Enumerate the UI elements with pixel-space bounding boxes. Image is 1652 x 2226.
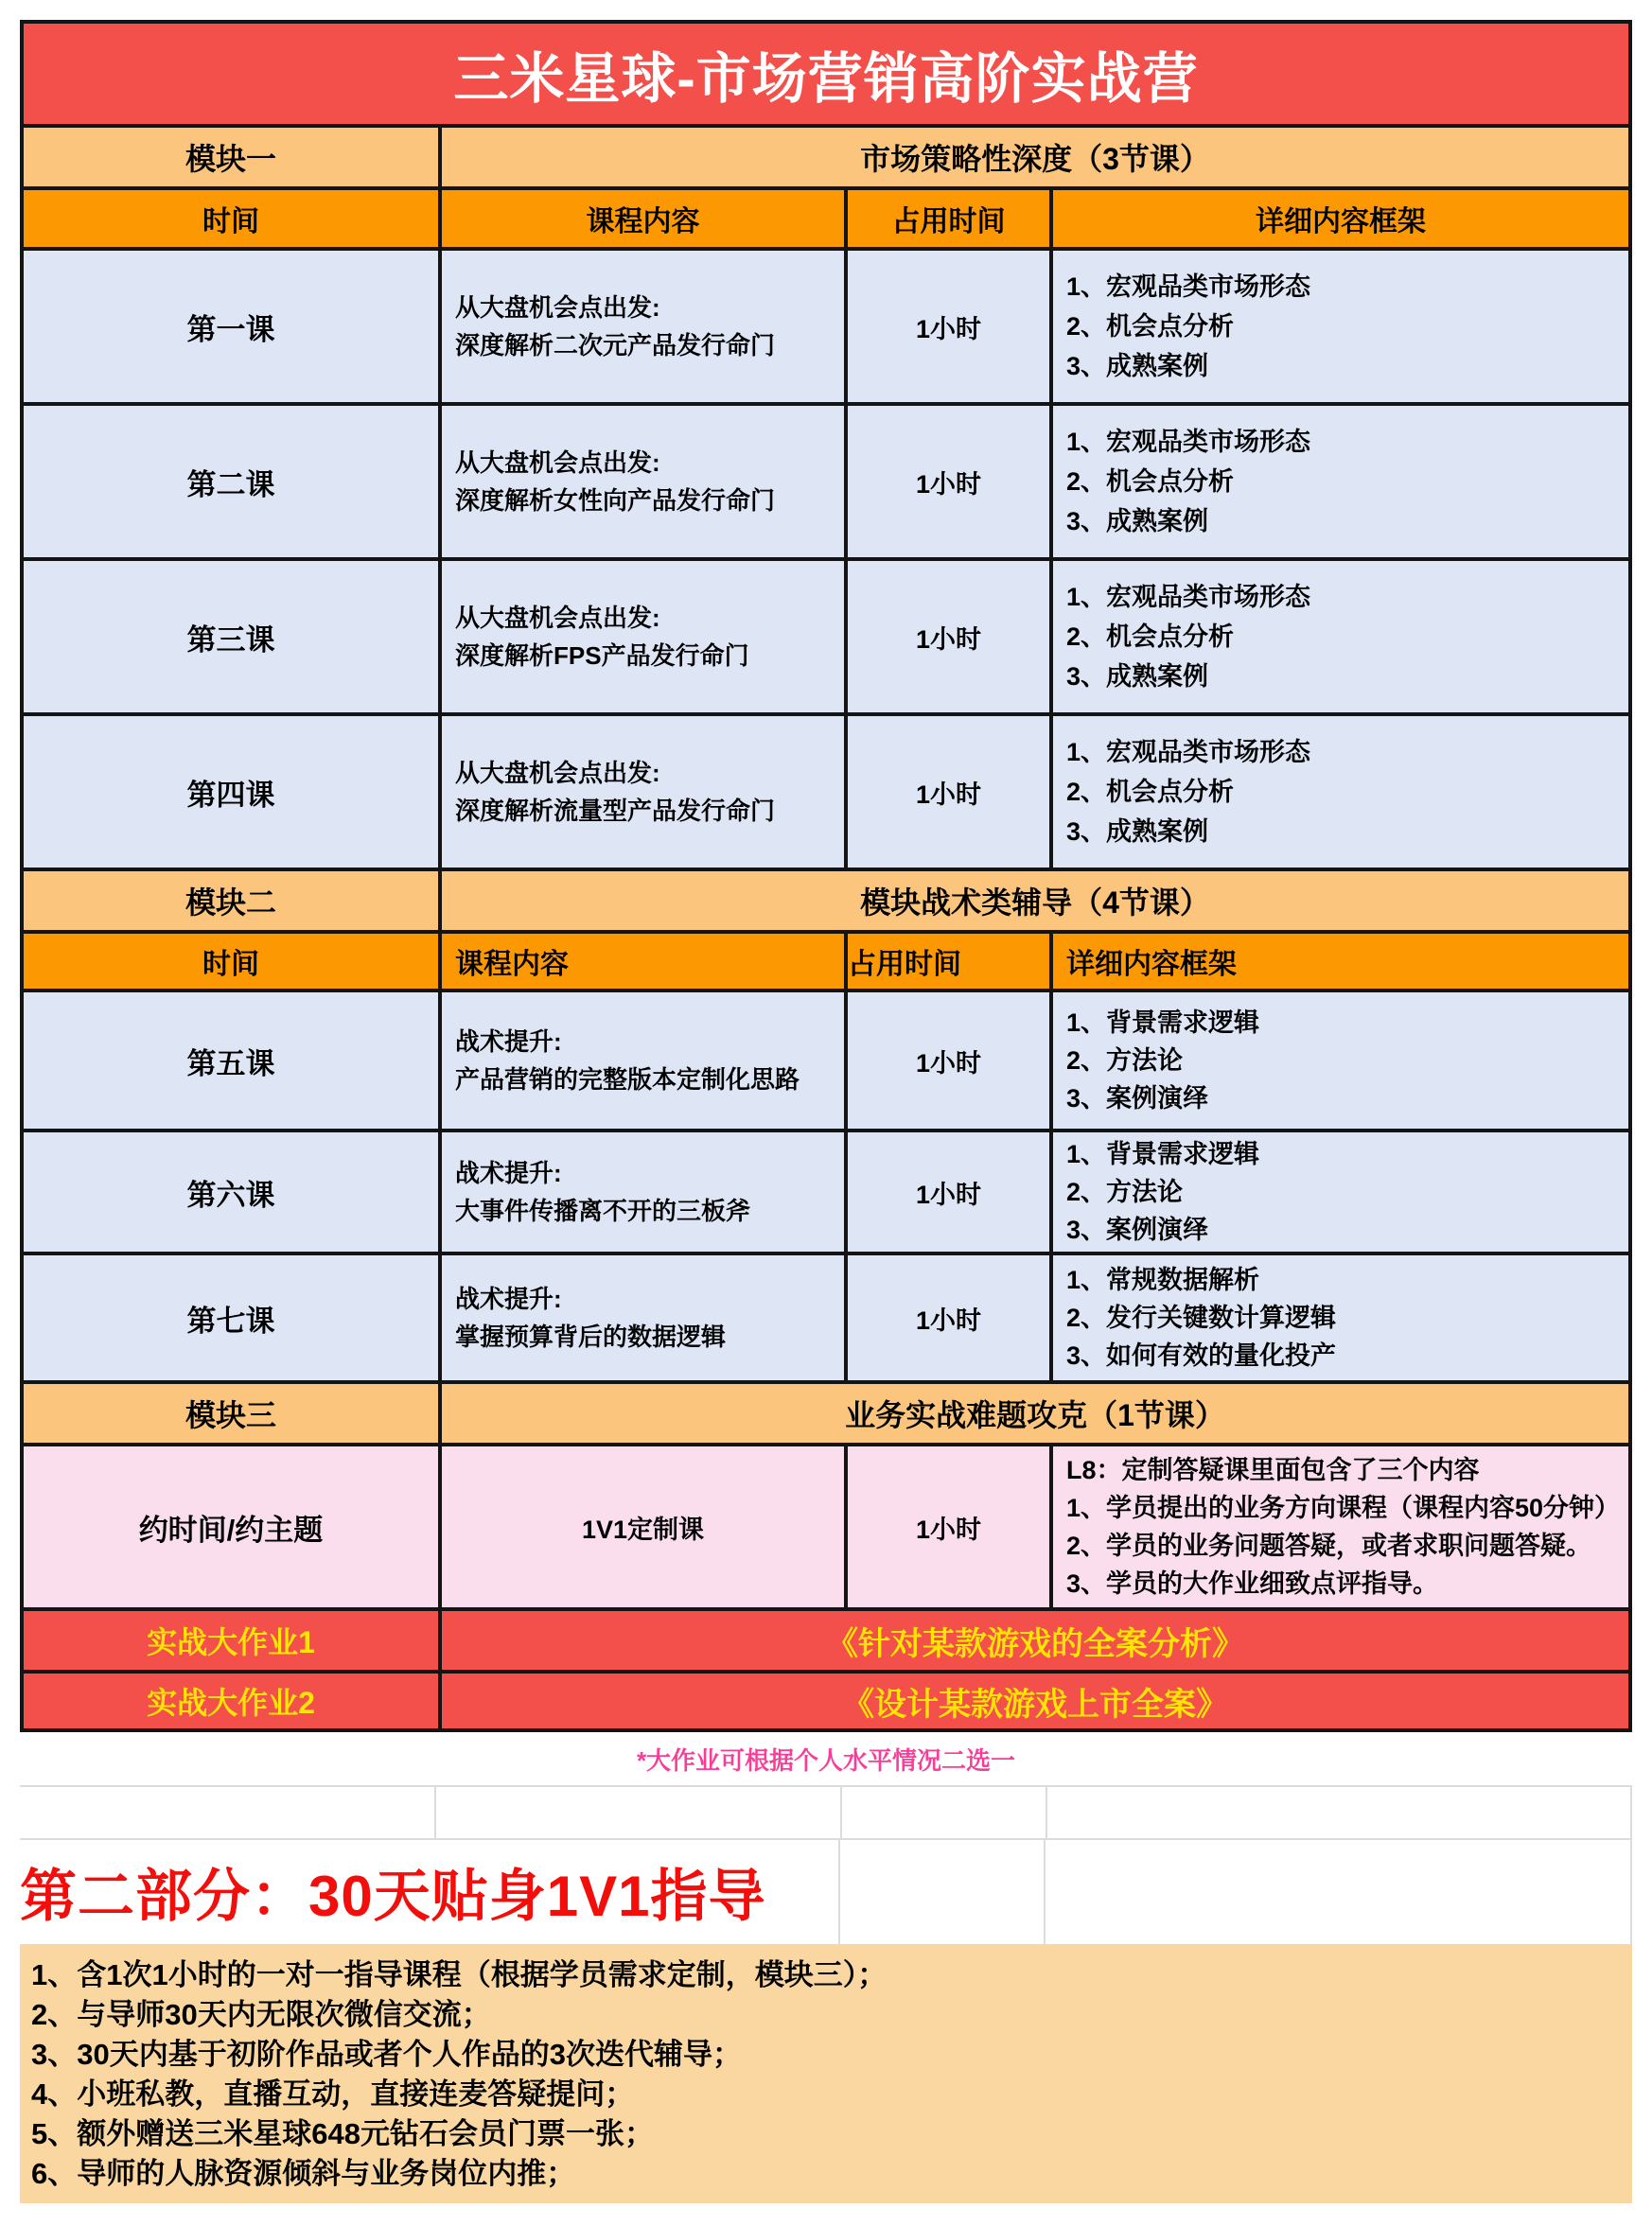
lesson-details: 1、宏观品类市场形态 2、机会点分析 3、成熟案例 <box>1049 561 1628 712</box>
lesson-content: 从大盘机会点出发: 深度解析流量型产品发行命门 <box>438 716 844 868</box>
lesson-duration: 1小时 <box>844 1255 1049 1380</box>
lesson-duration: 1小时 <box>844 561 1049 712</box>
table-row-lesson7 <box>24 1252 1628 1380</box>
lesson-name: 第四课 <box>186 778 275 812</box>
lesson-name: 第一课 <box>186 312 275 346</box>
col-header-time: 时间 <box>202 206 259 237</box>
lesson-duration: 1小时 <box>844 251 1049 402</box>
custom-session-details: L8：定制答疑课里面包含了三个内容 1、学员提出的业务方向课程（课程内容50分钟） 2、学员的业务问题答疑，或者求职问题答疑。 3、学员的大作业细致点评指导。 <box>1049 1446 1628 1607</box>
lesson-details: 1、常规数据解析 2、发行关键数计算逻辑 3、如何有效的量化投产 <box>1049 1255 1628 1380</box>
lesson-duration: 1小时 <box>844 716 1049 868</box>
page-title: 三米星球-市场营销高阶实战营 <box>453 48 1199 110</box>
module2-desc: 模块战术类辅导（4节课） <box>438 871 1628 930</box>
empty-grid-row <box>20 1787 1632 1840</box>
module2-label: 模块二 <box>185 885 276 920</box>
lesson-details: 1、宏观品类市场形态 2、机会点分析 3、成熟案例 <box>1049 716 1628 868</box>
lesson-duration: 1小时 <box>844 1132 1049 1252</box>
lesson-name: 第六课 <box>186 1178 275 1212</box>
lesson-details: 1、宏观品类市场形态 2、机会点分析 3、成熟案例 <box>1049 251 1628 402</box>
part2-benefits-box <box>20 1944 1632 2203</box>
lesson-content: 战术提升: 掌握预算背后的数据逻辑 <box>438 1255 844 1380</box>
benefit-item: 3、30天内基于初阶作品或者个人作品的3次迭代辅导； <box>31 2038 742 2071</box>
benefit-item: 4、小班私教，直播互动，直接连麦答疑提问； <box>31 2077 635 2111</box>
col-header-framework: 详细内容框架 <box>1049 190 1628 247</box>
lesson-name: 第三课 <box>186 622 275 657</box>
lesson-name: 第五课 <box>186 1046 275 1080</box>
module1-desc: 市场策略性深度（3节课） <box>438 128 1628 186</box>
table-row-lesson2 <box>24 402 1628 557</box>
assignment1-row <box>24 1607 1628 1670</box>
benefit-item: 2、与导师30天内无限次微信交流； <box>31 1998 491 2031</box>
col-header-duration: 占用时间 <box>844 190 1049 247</box>
lesson-content: 战术提升: 产品营销的完整版本定制化思路 <box>438 992 844 1129</box>
table-row-lesson3 <box>24 557 1628 712</box>
lesson-content: 战术提升: 大事件传播离不开的三板斧 <box>438 1132 844 1252</box>
col-header-content: 课程内容 <box>438 934 844 989</box>
header-row-1 <box>24 186 1628 247</box>
benefit-item: 6、导师的人脉资源倾斜与业务岗位内推； <box>31 2157 576 2190</box>
custom-session-duration: 1小时 <box>844 1446 1049 1607</box>
custom-session-name: 约时间/约主题 <box>138 1513 324 1547</box>
note-row <box>20 1732 1632 1787</box>
module3-desc: 业务实战难题攻克（1节课） <box>438 1384 1628 1443</box>
custom-session-content: 1V1定制课 <box>438 1446 844 1607</box>
assignment1-label: 实战大作业1 <box>147 1625 315 1659</box>
table-row-lesson6 <box>24 1129 1628 1252</box>
assignment-note: *大作业可根据个人水平情况二选一 <box>636 1745 1016 1775</box>
part2-heading-row <box>20 1840 1632 1944</box>
lesson-content: 从大盘机会点出发: 深度解析二次元产品发行命门 <box>438 251 844 402</box>
assignment1-title: 《针对某款游戏的全案分析》 <box>438 1611 1628 1670</box>
lesson-details: 1、背景需求逻辑 2、方法论 3、案例演绎 <box>1049 1132 1628 1252</box>
col-header-content: 课程内容 <box>438 190 844 247</box>
title-row <box>24 24 1628 124</box>
gridline <box>1044 1840 1046 1944</box>
lesson-duration: 1小时 <box>844 992 1049 1129</box>
module3-label: 模块三 <box>185 1398 276 1432</box>
col-header-time: 时间 <box>202 949 259 980</box>
assignment2-row <box>24 1670 1628 1728</box>
course-sheet <box>20 20 1632 2203</box>
lesson-details: 1、宏观品类市场形态 2、机会点分析 3、成熟案例 <box>1049 406 1628 557</box>
benefit-item: 5、额外赠送三米星球648元钻石会员门票一张； <box>31 2117 654 2150</box>
module2-row <box>24 868 1628 930</box>
module1-row <box>24 124 1628 186</box>
assignment2-label: 实战大作业2 <box>147 1686 315 1720</box>
assignment2-title: 《设计某款游戏上市全案》 <box>438 1674 1628 1728</box>
lesson-content: 从大盘机会点出发: 深度解析女性向产品发行命门 <box>438 406 844 557</box>
module3-row <box>24 1380 1628 1443</box>
course-table <box>20 20 1632 1732</box>
lesson-details: 1、背景需求逻辑 2、方法论 3、案例演绎 <box>1049 992 1628 1129</box>
lesson-duration: 1小时 <box>844 406 1049 557</box>
gridline <box>838 1840 840 1944</box>
col-header-duration: 占用时间 <box>844 934 1049 989</box>
benefit-item: 1、含1次1小时的一对一指导课程（根据学员需求定制，模块三）； <box>31 1958 888 1991</box>
header-row-2 <box>24 930 1628 989</box>
lesson-content: 从大盘机会点出发: 深度解析FPS产品发行命门 <box>438 561 844 712</box>
module1-label: 模块一 <box>185 142 276 176</box>
lesson-name: 第二课 <box>186 467 275 501</box>
part2-heading: 第二部分：30天贴身1V1指导 <box>20 1865 766 1928</box>
col-header-framework: 详细内容框架 <box>1049 934 1628 989</box>
table-row-lesson5 <box>24 989 1628 1129</box>
table-row-lesson1 <box>24 247 1628 402</box>
custom-session-row <box>24 1443 1628 1607</box>
lesson-name: 第七课 <box>186 1304 275 1338</box>
table-row-lesson4 <box>24 712 1628 868</box>
gridline <box>1630 1840 1632 1944</box>
